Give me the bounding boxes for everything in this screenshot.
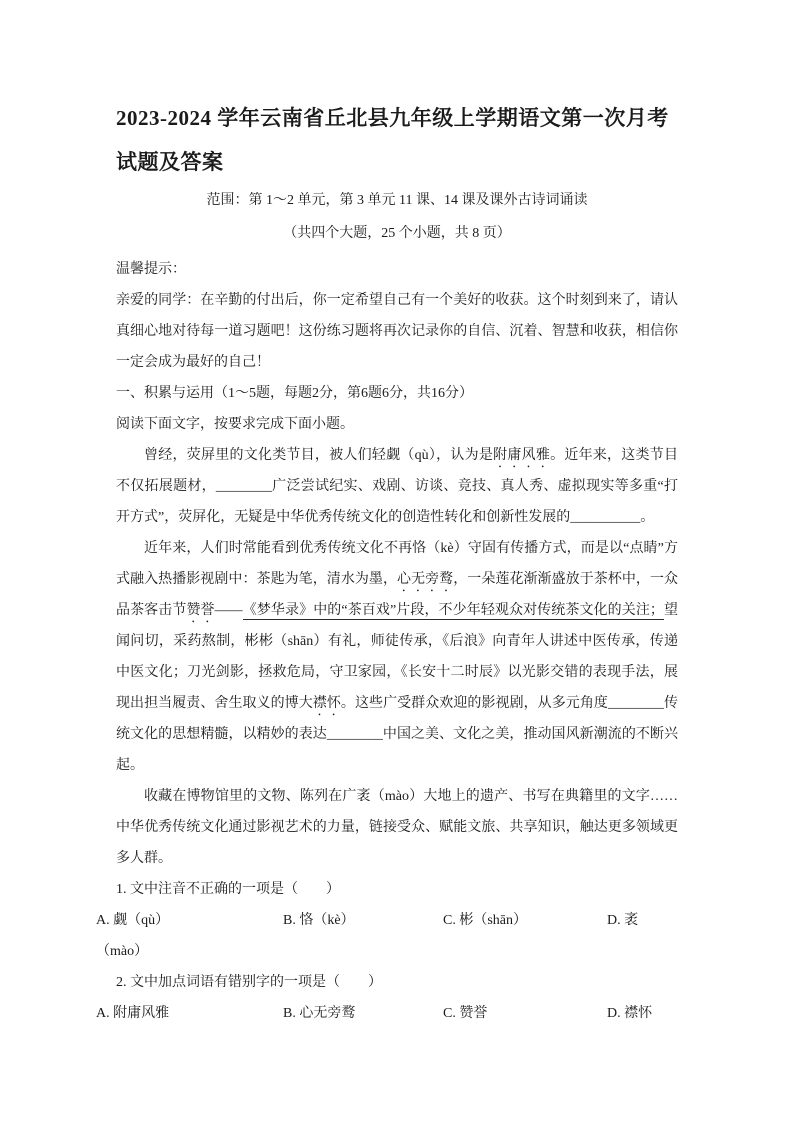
passage-text: ，一朵莲花渐渐盛放于茶杯中，一众品茶客击节 [116, 572, 679, 618]
emphasized-word-fuyongfengya: 附庸风雅 [493, 448, 551, 463]
emphasized-word-xinwupangwu: 心无旁鹜 [397, 572, 454, 587]
passage-text: 。这些广受群众欢迎的影视剧，从多元角度________传统文化的思想精髓，以精妙的表达________中国之美、文化之美，推动国风新潮流的不断兴起。 [116, 696, 679, 773]
exam-scope-line: 范围：第 1～2 单元，第 3 单元 11 课、14 课及课外古诗词诵读 [206, 193, 588, 208]
passage-paragraph-3: 收藏在博物馆里的文物、陈列在广袤（mào）大地上的遗产、书写在典籍里的文字……中华优秀传统文化通过影视艺术的力量，链接受众、赋能文旅、共享知识，触达更多领域更多人群。 [116, 789, 678, 866]
em-dash: —— [214, 603, 243, 618]
passage-text: 曾经，荧屏里的文化类节目，被人们轻觑（qù），认为是 [144, 448, 494, 463]
passage-text: 望闻问切，采药熬制，彬彬（shān）有礼，师徒传承，《后浪》向青年人讲述中医传承，传递中医文化；刀光剑影，拯救危局，守卫家园，《长安十二时辰》以光影交错的表现手法，展现出担当履责、舍生取义的博大 [116, 603, 679, 711]
page-title-line-1: 2023-2024 学年云南省丘北县九年级上学期语文第一次月考 [116, 106, 669, 130]
document-body [96, 254, 679, 1029]
section-1-heading: 一、积累与运用（1～5题，每题2分，第6题6分，共16分） [116, 386, 473, 401]
notice-label: 温馨提示： [116, 262, 186, 277]
question-2-option-d: D. 襟怀 [607, 1006, 653, 1021]
question-1-stem: 1. 文中注音不正确的一项是（ ） [116, 882, 340, 897]
page-title-line-2: 试题及答案 [116, 150, 224, 174]
question-1-option-d: D. 袤 [607, 913, 639, 928]
reading-instruction: 阅读下面文字，按要求完成下面小题。 [116, 417, 354, 432]
passage-text: 。近年来，这类节目不仅拓展题材，________广泛尝试纪实、戏剧、访谈、竞技、真人秀、虚拟现实等多重“打开方式”，荧屏化，无疑是中华优秀传统文化的创造性转化和创新性发展的__________。 [116, 448, 679, 525]
question-2-option-b: B. 心无旁鹜 [283, 1006, 356, 1021]
underlined-sentence: 《梦华录》中的“茶百戏”片段，不少年轻观众对传统茶文化的关注； [242, 603, 664, 618]
emphasized-word-jinhuai: 襟怀 [312, 696, 341, 711]
exam-structure-line: （共四个大题，25 个小题，共 8 页） [283, 226, 511, 241]
question-1-option-b: B. 恪（kè） [283, 913, 355, 928]
question-2-options [96, 998, 678, 1029]
question-1-options [96, 905, 678, 967]
passage-paragraph-2 [116, 533, 678, 781]
emphasized-word-zanyu: 赞誉 [186, 603, 215, 618]
question-1-option-a: A. 觑（qù） [96, 913, 170, 928]
question-1-option-c: C. 彬（shān） [443, 913, 527, 928]
question-2-option-c: C. 赞誉 [443, 1006, 488, 1021]
question-1-option-d-continuation: （mào） [96, 944, 149, 959]
notice-text: 亲爱的同学：在辛勤的付出后，你一定希望自己有一个美好的收获。这个时刻到来了，请认真细心地对待每一道习题吧！这份练习题将再次记录你的自信、沉着、智慧和收获，相信你一定会成为最好的自己！ [116, 293, 678, 370]
page-title [116, 96, 678, 184]
question-2-option-a: A. 附庸风雅 [96, 1006, 170, 1021]
passage-text: 近年来，人们时常能看到优秀传统文化不再恪（kè）守固有传播方式，而是以“点睛”方式融入热播影视剧中：茶匙为笔，清水为墨， [116, 541, 678, 587]
passage-paragraph-1 [116, 440, 678, 533]
question-2-stem: 2. 文中加点词语有错别字的一项是（ ） [116, 975, 382, 990]
